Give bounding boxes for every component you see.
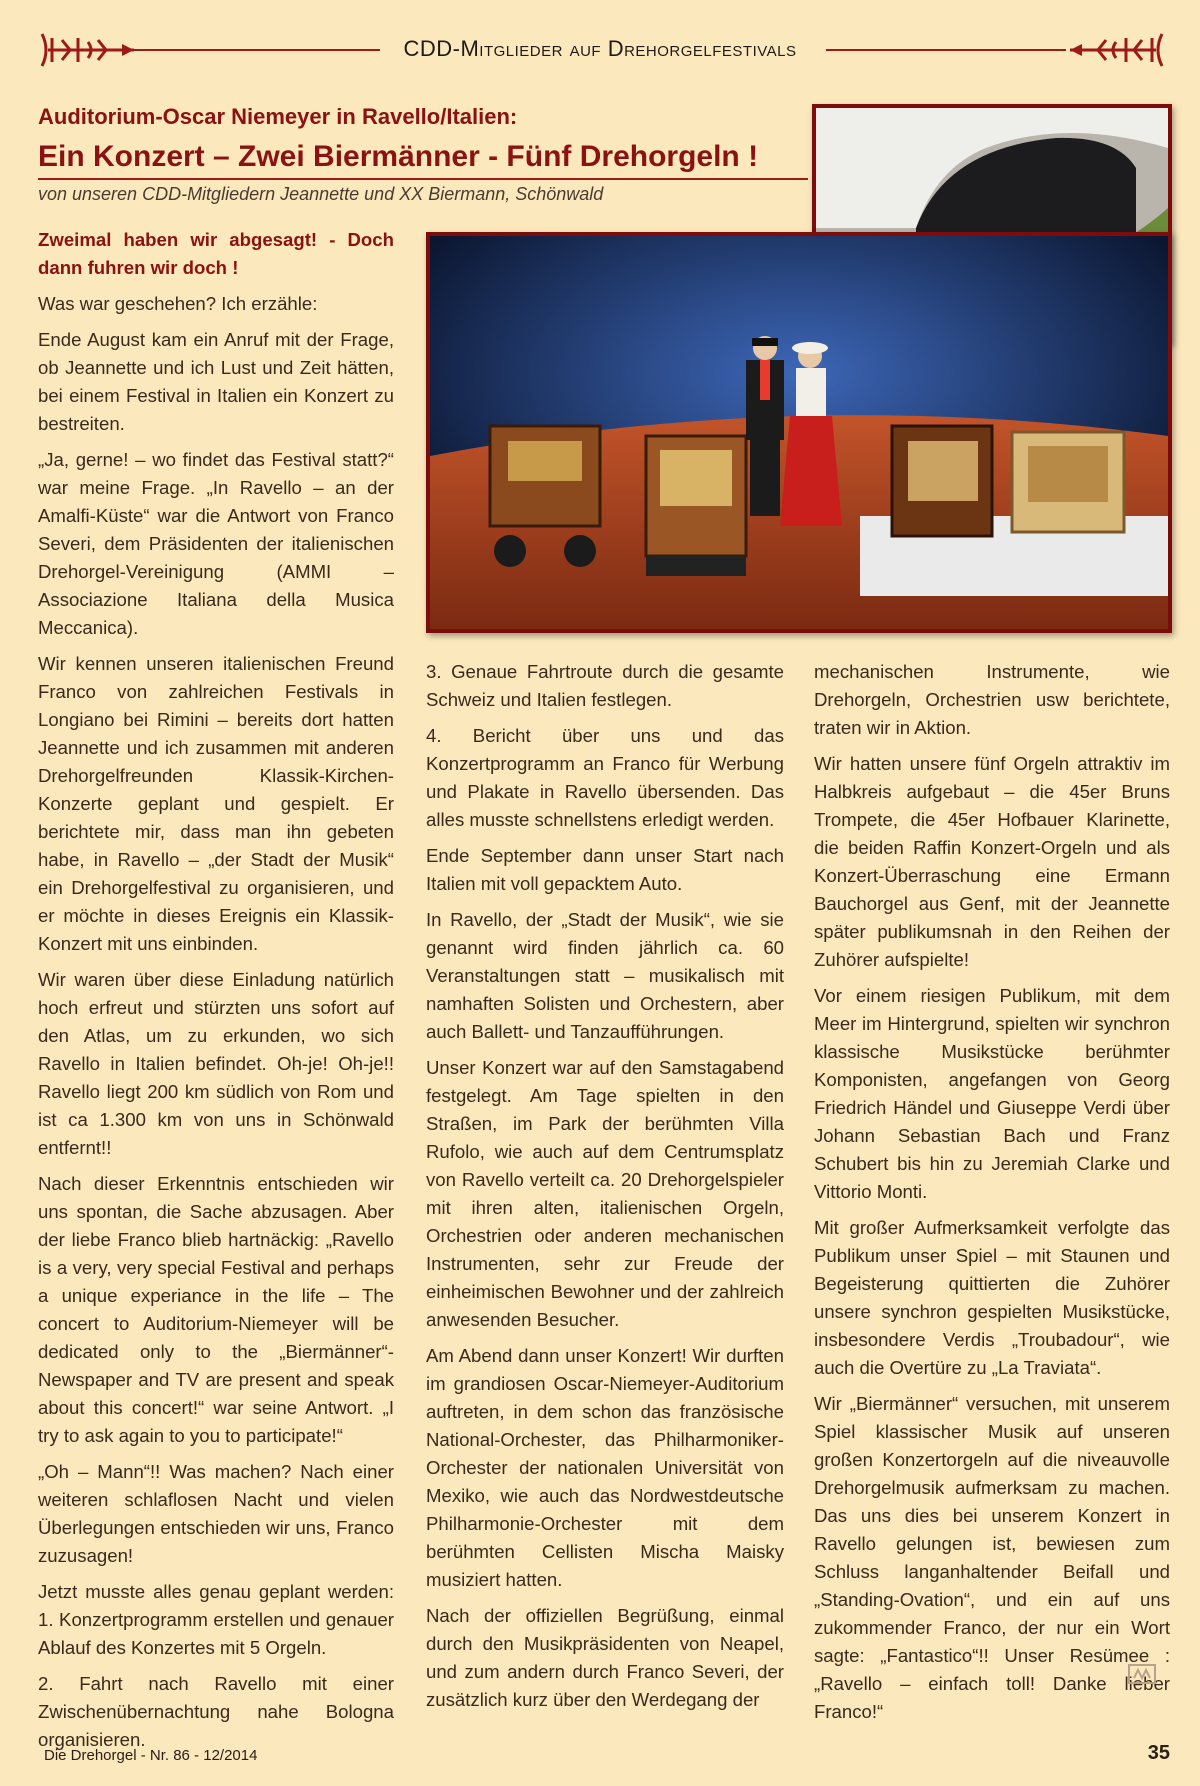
column-1-paragraph: Was war geschehen? Ich erzähle: — [38, 293, 318, 314]
column-3-paragraph: Vor einem riesigen Publikum, mit dem Meer im Hintergrund, spielten wir synchron klassische Musikstücke berühmter Komponisten, angefangen von Georg Friedrich Händel und Giuseppe Verdi über Johann Sebastian Bach und Franz Schubert bis hin zu Jeremiah Clarke und Vittorio Monti. — [814, 985, 1170, 1202]
column-2-paragraph: Ende September dann unser Start nach Italien mit voll gepacktem Auto. — [426, 845, 784, 894]
column-3-paragraph: Wir „Biermänner“ versuchen, mit unserem Spiel klassischer Musik auf unseren großen Konzertorgeln auf die niveauvolle Drehorgelmusik aufmerksam zu machen. Das uns dies bei unserem Konzert in Ravello gelungen ist, bewiesen zum Schluss langanhaltender Beifall und „Standing-Ovation“, und ein auf uns zukommender Franco, der nur ein Wort sagte: „Fantastico“!! Unser Resümee : „Ravello – einfach toll! Danke lieber Franco!“ — [814, 1393, 1170, 1722]
headline-divider — [38, 178, 808, 180]
footer-publication: Die Drehorgel - Nr. 86 - 12/2014 — [44, 1747, 258, 1764]
column-1-paragraph: Wir kennen unseren italienischen Freund Franco von zahlreichen Festivals in Longiano bei Rimini – bereits dort hatten Jeannette und ich zusammen mit anderen Drehorgelfreunden Klassik-Kirchen-Konzerte geplant und gespielt. Er berichtete mir, dass man ihn gebeten habe, in Ravello – „der Stadt der Musik“ ein Drehorgelfestival zu organisieren, und er möchte in dieses Ereignis ein Klassik-Konzert mit uns einbinden. — [38, 653, 394, 954]
column-2-paragraph: 3. Genaue Fahrtroute durch die gesamte Schweiz und Italien festlegen. — [426, 661, 784, 710]
column-1-paragraph: 2. Fahrt nach Ravello mit einer Zwischenübernachtung nahe Bologna organisieren. — [38, 1673, 394, 1750]
column-3-paragraph: Mit großer Aufmerksamkeit verfolgte das Publikum unser Spiel – mit Staunen und Begeisterung quittierten die Zuhörer unsere synchron gespielten Musikstücke, insbesondere Verdis „Troubadour“, wie auch die Overtüre zu „La Traviata“. — [814, 1217, 1170, 1378]
column-1 — [38, 226, 394, 1762]
column-3 — [814, 658, 1170, 1734]
column-2-paragraph: Unser Konzert war auf den Samstagabend festgelegt. Am Tage spielten in den Straßen, im Park der berühmten Villa Rufolo, wie auch auf dem Centrumsplatz von Ravello verteilt ca. 20 Drehorgelspieler mit ihren alten, italienischen Orgeln, Orchestrien oder anderen mechanischen Instrumenten, sehr zur Freude der einheimischen Bewohner und der zahlreich anwesenden Besucher. — [426, 1057, 784, 1330]
column-2-paragraph: Nach der offiziellen Begrüßung, einmal durch den Musikpräsidenten von Neapel, und zum andern durch Franco Severi, der zusätzlich kurz über den Werdegang der — [426, 1605, 784, 1710]
article-byline: von unseren CDD-Mitgliedern Jeannette und XX Biermann, Schönwald — [38, 184, 604, 204]
column-3-paragraph: mechanischen Instrumente, wie Drehorgeln, Orchestrien usw berichtete, traten wir in Aktion. — [814, 661, 1170, 738]
column-1-paragraph: Zweimal haben wir abgesagt! - Doch dann fuhren wir doch ! — [38, 229, 394, 278]
column-2 — [426, 658, 784, 1722]
column-1-paragraph: Wir waren über diese Einladung natürlich hoch erfreut und stürzten uns sofort auf den Atlas, um zu erkunden, wo sich Ravello in Italien befindet. Oh-je! Oh-je!! Ravello liegt 200 km südlich von Rom und ist ca 1.300 km von uns in Schönwald entfernt!! — [38, 969, 394, 1158]
column-1-paragraph: Ende August kam ein Anruf mit der Frage, ob Jeannette und ich Lust und Zeit hätten, bei einem Festival in Italien ein Konzert zu bestreiten. — [38, 329, 394, 434]
column-2-paragraph: 4. Bericht über uns und das Konzertprogramm an Franco für Werbung und Plakate in Ravello übersenden. Das alles musste schnellstens erledigt werden. — [426, 725, 784, 830]
concert-photo — [426, 232, 1172, 633]
column-2-paragraph: Am Abend dann unser Konzert! Wir durften im grandiosen Oscar-Niemeyer-Auditorium auftreten, in dem schon das französische National-Orchester, das Philharmoniker-Orchester der nationalen Universität von Mexiko, wie auch das Nordwestdeutsche Philharmonie-Orchester mit dem berühmten Cellisten Mischa Maisky musiziert hatten. — [426, 1345, 784, 1590]
column-1-paragraph: Jetzt musste alles genau geplant werden: 1. Konzertprogramm erstellen und genauer Ablauf des Konzertes mit 5 Orgeln. — [38, 1581, 394, 1658]
column-3-paragraph: Wir hatten unsere fünf Orgeln attraktiv im Halbkreis aufgebaut – die 45er Bruns Trompete, die 45er Hofbauer Klarinette, die beiden Raffin Konzert-Orgeln und als Konzert-Überraschung eine Ermann Bauchorgel aus Genf, mit der Jeannette später publikumsnah in den Reihen der Zuhörer aufspielte! — [814, 753, 1170, 970]
article-headline: Ein Konzert – Zwei Biermänner - Fünf Drehorgeln ! — [38, 140, 759, 173]
column-1-paragraph: „Oh – Mann“!! Was machen? Nach einer weiteren schlaflosen Nacht und vielen Überlegungen entschieden wir uns, Franco zuzusagen! — [38, 1461, 394, 1566]
column-2-paragraph: In Ravello, der „Stadt der Musik“, wie sie genannt wird finden jährlich ca. 60 Veranstaltungen statt – musikalisch mit namhaften Solisten und Orchestern, aber auch Ballett- und Tanzaufführungen. — [426, 909, 784, 1042]
column-1-paragraph: Nach dieser Erkenntnis entschieden wir uns spontan, die Sache abzusagen. Aber der liebe Franco blieb hartnäckig: „Ravello is a very, very special Festival and perhaps a unique experiance in the life – The concert to Auditorium-Niemeyer will be dedicated only to the „Biermänner“-Newspaper and TV are present and speak about this concert!“ war seine Antwort. „I try to ask again to you to participate!“ — [38, 1173, 394, 1446]
page-number: 35 — [1147, 1742, 1170, 1764]
column-1-paragraph: „Ja, gerne! – wo findet das Festival statt?“ war meine Frage. „In Ravello – an der Amalfi-Küste“ war die Antwort von Franco Severi, dem Präsidenten der italienischen Drehorgel-Vereinigung (AMMI – Associazione Italiana della Musica Meccanica). — [38, 449, 394, 638]
article-kicker: Auditorium-Oscar Niemeyer in Ravello/Italien: — [38, 104, 518, 129]
section-title: CDD-Mitglieder auf Drehorgelfestivals — [0, 36, 1200, 62]
end-mark-icon — [1128, 1664, 1156, 1684]
